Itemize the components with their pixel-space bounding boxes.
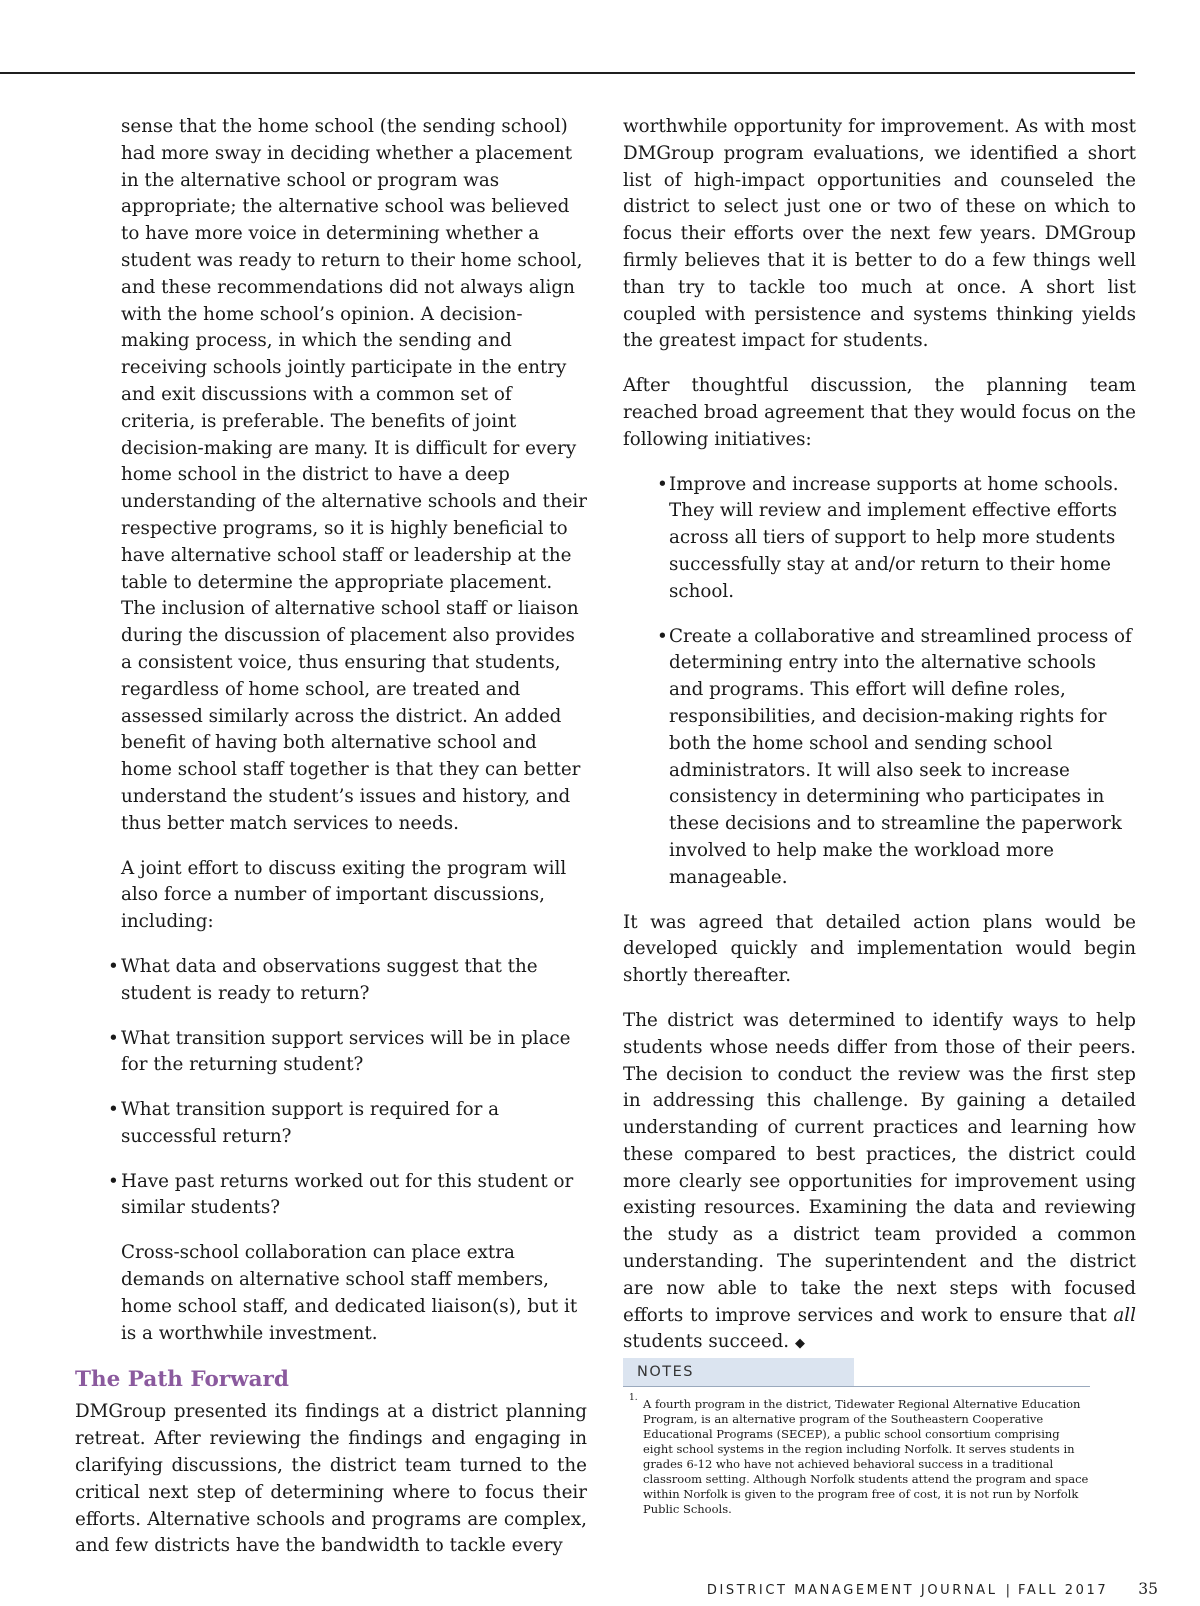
journal-name: DISTRICT MANAGEMENT JOURNAL [706, 1583, 998, 1598]
list-item: • Create a collaborative and streamlined process of determining entry into the alternative schools and programs. This effort will define roles, responsibilities, and decision-making rights for both the home school and sending school administrators. It will also seek to increase consistency in determining who participates in these decisions and to streamline the paperwork involved to help make the workload more manageable. [623, 624, 1136, 892]
list-item: • What transition support services will be in place for the returning student? [75, 1026, 587, 1080]
section-heading: The Path Forward [75, 1367, 289, 1393]
section-paragraph: DMGroup presented its findings at a district planning retreat. After reviewing the findings and engaging in clarifying discussions, the district team turned to the critical next step of determining where to focus their efforts. Alternative schools and programs are complex, and few districts have the bandwidth to tackle every [75, 1401, 587, 1557]
header-rule [0, 72, 1135, 74]
footnote-text: A fourth program in the district, Tidewater Regional Alternative Education Program, is an alternative program of the Southeastern Cooperative Educational Programs (SECEP), a public school consortium comprising eight school systems in the region including Norfolk. It serves students in grades 6-12 who have not achieved behavioral success in a traditional classroom setting. Although Norfolk students attend the program and space within Norfolk is given to the program free of cost, it is not run by Norfolk Public Schools. [643, 1397, 1089, 1516]
footnote-number: 1. [629, 1393, 638, 1403]
left-paragraph-2: A joint effort to discuss exiting the program will also force a number of important discussions, including: [121, 857, 567, 933]
right-paragraph-1: worthwhile opportunity for improvement. As with most DMGroup program evaluations, we identified a short list of high-impact opportunities and counseled the district to select just one or two of these on which to focus their efforts over the next few years. DMGroup firmly believes that it is better to do a few things well than try to tackle too much at once. A short list coupled with persistence and systems thinking yields the greatest impact for students. [623, 116, 1136, 352]
page-footer [707, 1580, 1158, 1598]
left-paragraph-3: Cross-school collaboration can place extra demands on alternative school staff members, home school staff, and dedicated liaison(s), but it is a worthwhile investment. [121, 1242, 578, 1344]
left-paragraph-1: sense that the home school (the sending school) had more sway in deciding whether a placement in the alternative school or program was appropriate; the alternative school was believed to have more voice in determining whether a student was ready to return to their home school, and these recommendations did not always align with the home school’s opinion. A decision-making process, in which the sending and receiving schools jointly participate in the entry and exit discussions with a common set of criteria, is preferable. The benefits of joint decision-making are many. It is difficult for every home school in the district to have a deep understanding of the alternative schools and their respective programs, so it is highly beneficial to have alternative school staff or leadership at the table to determine the appropriate placement. The inclusion of alternative school staff or liaison during the discussion of placement also provides a consistent voice, thus ensuring that students, regardless of home school, are treated and assessed similarly across the district. An added benefit of having both alternative school and home school staff together is that they can better understand the student’s issues and history, and thus better match services to needs. [121, 116, 588, 834]
emphasis-text: all [1113, 1304, 1136, 1326]
paragraph-text: The district was determined to identify ways to help students whose needs differ from those of their peers. The decision to conduct the review was the first step in addressing this challenge. By gaining a detailed understanding of current practices and learning how these compared to best practices, the district could more clearly see opportunities for improvement using existing resources. Examining the data and reviewing the study as a district team provided a common understanding. The superintendent and the district are now able to take the next steps with focused efforts to improve services and work to ensure that [623, 1009, 1136, 1326]
notes-box [623, 1358, 1090, 1517]
paragraph-text-end: students succeed. [623, 1331, 795, 1353]
list-item: • What transition support is required for a successful return? [75, 1097, 587, 1151]
footnote [623, 1393, 1090, 1517]
left-bullet-list [75, 954, 587, 1222]
footer-separator: | [1005, 1583, 1010, 1598]
end-mark-icon: ◆ [794, 1336, 805, 1352]
right-bullet-list [623, 472, 1136, 892]
notes-label: NOTES [623, 1358, 854, 1386]
right-paragraph-2: After thoughtful discussion, the planning team reached broad agreement that they would focus on the following initiatives: [623, 375, 1136, 450]
right-paragraph-3: It was agreed that detailed action plans would be developed quickly and implementation would begin shortly thereafter. [623, 911, 1136, 987]
list-item: • Have past returns worked out for this student or similar students? [75, 1169, 587, 1223]
list-item: • What data and observations suggest that the student is ready to return? [75, 954, 587, 1008]
page-number: 35 [1138, 1580, 1158, 1598]
right-paragraph-4 [623, 1008, 1136, 1358]
issue-label: FALL 2017 [1017, 1583, 1109, 1598]
notes-divider [623, 1386, 1090, 1387]
left-column [75, 114, 587, 1578]
right-column [623, 114, 1136, 1376]
list-item: • Improve and increase supports at home schools. They will review and implement effective efforts across all tiers of support to help more students successfully stay at and/or return to their home school. [623, 472, 1136, 606]
